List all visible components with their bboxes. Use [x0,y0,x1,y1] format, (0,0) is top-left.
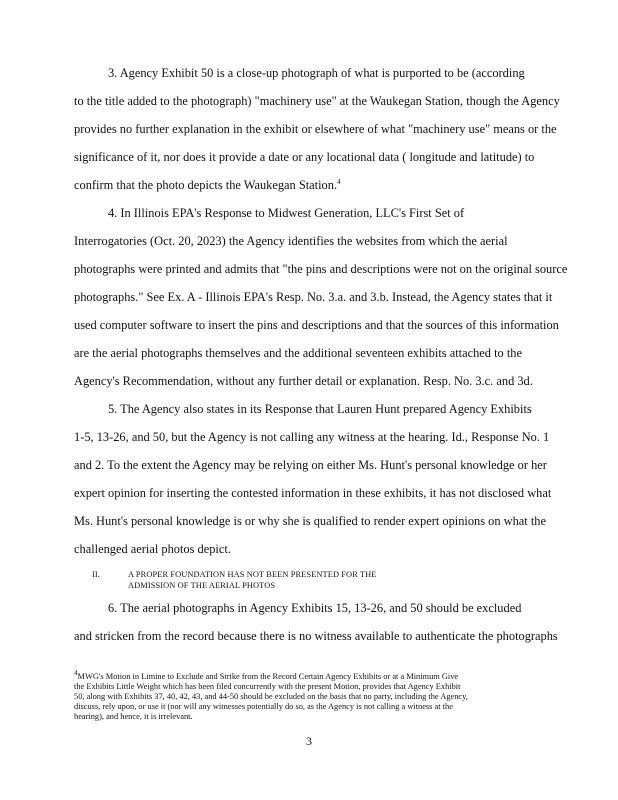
para5-line-1: 5. The Agency also states in its Response that Lauren Hunt prepared Agency Exhibits [108,402,532,416]
para3-line-5 [74,178,341,192]
footnote-line-5: hearing), and hence, it is irrelevant. [74,712,193,721]
footnote-line-4: discuss, rely upon, or use it (nor will any witnesses potentially do so, as the Agency is not calling a witness at the [74,702,453,711]
para6-line-2: and stricken from the record because there is no witness available to authenticate the photographs [74,629,558,643]
section-number: II. [92,570,100,579]
para5-line-6: challenged aerial photos depict. [74,542,231,556]
para4-line-3: photographs were printed and admits that "the pins and descriptions were not on the original source [74,262,568,276]
footnote-line-3: 50, along with Exhibits 37, 40, 42, 43, and 44-50 should be excluded on the basis that no party, including the Agency, [74,692,468,701]
para4-line-7: Agency's Recommendation, without any further detail or explanation. Resp. No. 3.c. and 3d. [74,374,533,388]
para4-line-5: used computer software to insert the pins and descriptions and that the sources of this information [74,318,559,332]
para3-line-2: to the title added to the photograph) "machinery use" at the Waukegan Station, though the Agency [74,94,560,108]
para3-line-1: 3. Agency Exhibit 50 is a close-up photograph of what is purported to be (according [108,66,525,80]
para6-line-1: 6. The aerial photographs in Agency Exhibits 15, 13-26, and 50 should be excluded [108,601,522,615]
para4-line-1: 4. In Illinois EPA's Response to Midwest Generation, LLC's First Set of [108,206,465,220]
para5-line-5: Ms. Hunt's personal knowledge is or why she is qualified to render expert opinions on what the [74,514,546,528]
para5-line-3: and 2. To the extent the Agency may be relying on either Ms. Hunt's personal knowledge or her [74,458,547,472]
page-number: 3 [306,734,312,748]
section-heading-line-1: A PROPER FOUNDATION HAS NOT BEEN PRESENTED FOR THE [128,570,377,579]
para3-line-3: provides no further explanation in the exhibit or elsewhere of what "machinery use" means or the [74,122,557,136]
footnote-reference: 4 [337,177,341,186]
para3-line-5-text: confirm that the photo depicts the Waukegan Station. [74,178,338,192]
para4-line-2: Interrogatories (Oct. 20, 2023) the Agency identifies the websites from which the aerial [74,234,508,248]
para4-line-6: are the aerial photographs themselves and the additional seventeen exhibits attached to the [74,346,522,360]
footnote-line-1-text: MWG's Motion in Limine to Exclude and Strike from the Record Certain Agency Exhibits or at a Minimum Give [77,672,459,681]
para4-line-4: photographs." See Ex. A - Illinois EPA's Resp. No. 3.a. and 3.b. Instead, the Agency states that it [74,290,553,304]
section-heading-line-2: ADMISSION OF THE AERIAL PHOTOS [128,581,276,590]
para5-line-2: 1-5, 13-26, and 50, but the Agency is not calling any witness at the hearing. Id., Response No. 1 [74,430,550,444]
para5-line-4: expert opinion for inserting the contested information in these exhibits, it has not disclosed what [74,486,552,500]
para3-line-4: significance of it, nor does it provide a date or any locational data ( longitude and latitude) to [74,150,535,164]
footnote-marker: 4 [74,669,78,678]
footnote-line-1 [74,669,459,682]
footnote-line-2: the Exhibits Little Weight which has been filed concurrently with the present Motion, provides that Agency Exhibit [74,682,461,691]
